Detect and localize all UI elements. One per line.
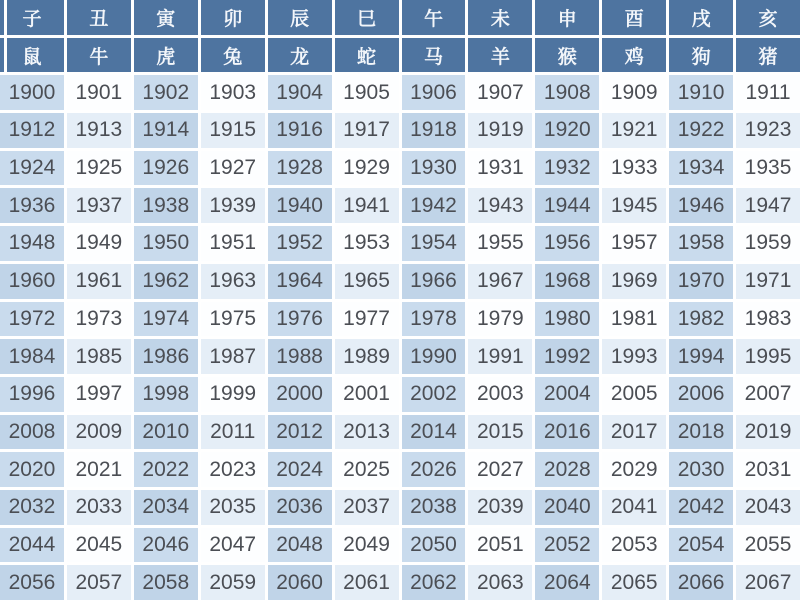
year-cell: 2026 [402, 452, 466, 487]
year-cell: 1955 [468, 226, 532, 261]
year-cell: 1982 [669, 302, 733, 337]
year-cell: 1923 [736, 113, 800, 148]
year-cell: 2004 [535, 377, 599, 412]
animal-header-cell: 猴 [535, 38, 599, 73]
year-cell: 2055 [736, 528, 800, 563]
year-cell: 1946 [669, 188, 733, 223]
year-cell: 1947 [736, 188, 800, 223]
year-cell: 1996 [0, 377, 64, 412]
year-cell: 2023 [201, 452, 265, 487]
year-cell: 2049 [335, 528, 399, 563]
year-cell: 2041 [602, 490, 666, 525]
year-cell: 1941 [335, 188, 399, 223]
animal-header-cell: 狗 [669, 38, 733, 73]
year-cell: 2051 [468, 528, 532, 563]
year-cell: 1943 [468, 188, 532, 223]
year-cell: 1965 [335, 264, 399, 299]
animal-header-cell: 羊 [468, 38, 532, 73]
year-cell: 1951 [201, 226, 265, 261]
year-cell: 1917 [335, 113, 399, 148]
year-cell: 2017 [602, 415, 666, 450]
branch-header-cell: 卯 [201, 0, 265, 35]
branch-header-cell: 戌 [669, 0, 733, 35]
year-cell: 1981 [602, 302, 666, 337]
animal-header-cell: 虎 [134, 38, 198, 73]
branch-header-cell: 酉 [602, 0, 666, 35]
year-cell: 1962 [134, 264, 198, 299]
year-cell: 1929 [335, 151, 399, 186]
year-cell: 1932 [535, 151, 599, 186]
year-cell: 1986 [134, 339, 198, 374]
year-cell: 2060 [268, 565, 332, 600]
year-cell: 2031 [736, 452, 800, 487]
year-cell: 1973 [67, 302, 131, 337]
year-cell: 1999 [201, 377, 265, 412]
year-cell: 1944 [535, 188, 599, 223]
year-cell: 1975 [201, 302, 265, 337]
year-cell: 2040 [535, 490, 599, 525]
year-cell: 1905 [335, 75, 399, 110]
year-cell: 1984 [0, 339, 64, 374]
year-cell: 2014 [402, 415, 466, 450]
year-cell: 1938 [134, 188, 198, 223]
year-cell: 1916 [268, 113, 332, 148]
year-cell: 1919 [468, 113, 532, 148]
year-cell: 2066 [669, 565, 733, 600]
year-cell: 2063 [468, 565, 532, 600]
year-cell: 1924 [0, 151, 64, 186]
year-cell: 1966 [402, 264, 466, 299]
year-cell: 1945 [602, 188, 666, 223]
branch-header-cell: 午 [402, 0, 466, 35]
year-cell: 2062 [402, 565, 466, 600]
year-cell: 1922 [669, 113, 733, 148]
year-cell: 2036 [268, 490, 332, 525]
year-cell: 1950 [134, 226, 198, 261]
branch-header-cell: 巳 [335, 0, 399, 35]
year-cell: 2027 [468, 452, 532, 487]
year-cell: 1925 [67, 151, 131, 186]
year-cell: 1980 [535, 302, 599, 337]
year-cell: 2030 [669, 452, 733, 487]
animal-header-cell: 马 [402, 38, 466, 73]
year-cell: 1979 [468, 302, 532, 337]
year-cell: 2005 [602, 377, 666, 412]
year-cell: 1954 [402, 226, 466, 261]
year-cell: 1961 [67, 264, 131, 299]
year-cell: 1952 [268, 226, 332, 261]
year-cell: 1933 [602, 151, 666, 186]
year-cell: 1978 [402, 302, 466, 337]
year-cell: 2053 [602, 528, 666, 563]
year-cell: 1949 [67, 226, 131, 261]
year-cell: 2059 [201, 565, 265, 600]
year-cell: 2013 [335, 415, 399, 450]
year-cell: 1976 [268, 302, 332, 337]
year-cell: 2058 [134, 565, 198, 600]
year-cell: 2047 [201, 528, 265, 563]
year-cell: 2024 [268, 452, 332, 487]
year-cell: 2012 [268, 415, 332, 450]
year-cell: 1957 [602, 226, 666, 261]
animal-header-cell: 牛 [67, 38, 131, 73]
animal-header-cell: 鼠 [0, 38, 64, 73]
year-cell: 1928 [268, 151, 332, 186]
year-cell: 1913 [67, 113, 131, 148]
year-cell: 1958 [669, 226, 733, 261]
year-cell: 1936 [0, 188, 64, 223]
year-cell: 2015 [468, 415, 532, 450]
year-cell: 1969 [602, 264, 666, 299]
year-cell: 2002 [402, 377, 466, 412]
year-cell: 1915 [201, 113, 265, 148]
branch-header-cell: 寅 [134, 0, 198, 35]
year-cell: 1963 [201, 264, 265, 299]
year-cell: 2035 [201, 490, 265, 525]
year-cell: 1903 [201, 75, 265, 110]
year-cell: 1967 [468, 264, 532, 299]
year-cell: 1995 [736, 339, 800, 374]
animal-header-cell: 兔 [201, 38, 265, 73]
animal-header-cell: 猪 [736, 38, 800, 73]
year-cell: 1937 [67, 188, 131, 223]
year-cell: 1953 [335, 226, 399, 261]
year-cell: 1942 [402, 188, 466, 223]
year-cell: 2025 [335, 452, 399, 487]
year-cell: 1960 [0, 264, 64, 299]
year-cell: 2010 [134, 415, 198, 450]
year-cell: 1911 [736, 75, 800, 110]
year-cell: 1983 [736, 302, 800, 337]
year-cell: 2048 [268, 528, 332, 563]
year-cell: 2019 [736, 415, 800, 450]
year-cell: 2001 [335, 377, 399, 412]
year-cell: 2050 [402, 528, 466, 563]
year-cell: 2018 [669, 415, 733, 450]
year-cell: 1989 [335, 339, 399, 374]
year-cell: 1972 [0, 302, 64, 337]
year-cell: 1918 [402, 113, 466, 148]
year-cell: 1927 [201, 151, 265, 186]
branch-header-cell: 丑 [67, 0, 131, 35]
year-cell: 2037 [335, 490, 399, 525]
year-cell: 1909 [602, 75, 666, 110]
year-cell: 1940 [268, 188, 332, 223]
year-cell: 1939 [201, 188, 265, 223]
year-cell: 1959 [736, 226, 800, 261]
year-cell: 1906 [402, 75, 466, 110]
animal-header-cell: 龙 [268, 38, 332, 73]
animal-header-cell: 蛇 [335, 38, 399, 73]
year-cell: 2038 [402, 490, 466, 525]
year-cell: 1956 [535, 226, 599, 261]
year-cell: 2011 [201, 415, 265, 450]
year-cell: 1997 [67, 377, 131, 412]
year-cell: 1934 [669, 151, 733, 186]
year-cell: 1992 [535, 339, 599, 374]
year-cell: 2003 [468, 377, 532, 412]
year-cell: 1902 [134, 75, 198, 110]
year-cell: 2057 [67, 565, 131, 600]
year-cell: 2022 [134, 452, 198, 487]
year-cell: 2056 [0, 565, 64, 600]
year-cell: 2007 [736, 377, 800, 412]
year-cell: 1904 [268, 75, 332, 110]
year-cell: 1977 [335, 302, 399, 337]
year-cell: 1970 [669, 264, 733, 299]
year-cell: 2061 [335, 565, 399, 600]
year-cell: 2045 [67, 528, 131, 563]
year-cell: 2028 [535, 452, 599, 487]
branch-header-cell: 申 [535, 0, 599, 35]
year-cell: 2064 [535, 565, 599, 600]
year-cell: 2009 [67, 415, 131, 450]
branch-header-cell: 亥 [736, 0, 800, 35]
year-cell: 2006 [669, 377, 733, 412]
year-cell: 2065 [602, 565, 666, 600]
year-cell: 1948 [0, 226, 64, 261]
year-cell: 2032 [0, 490, 64, 525]
branch-header-cell: 未 [468, 0, 532, 35]
year-cell: 1926 [134, 151, 198, 186]
year-cell: 2052 [535, 528, 599, 563]
year-cell: 2042 [669, 490, 733, 525]
branch-header-cell: 辰 [268, 0, 332, 35]
year-cell: 2016 [535, 415, 599, 450]
year-cell: 1998 [134, 377, 198, 412]
year-cell: 1920 [535, 113, 599, 148]
year-cell: 1964 [268, 264, 332, 299]
year-cell: 2067 [736, 565, 800, 600]
year-cell: 1914 [134, 113, 198, 148]
year-cell: 1901 [67, 75, 131, 110]
year-cell: 2046 [134, 528, 198, 563]
year-cell: 1908 [535, 75, 599, 110]
animal-header-cell: 鸡 [602, 38, 666, 73]
year-cell: 2021 [67, 452, 131, 487]
year-cell: 1985 [67, 339, 131, 374]
year-cell: 2008 [0, 415, 64, 450]
year-cell: 1930 [402, 151, 466, 186]
year-cell: 2044 [0, 528, 64, 563]
year-cell: 2000 [268, 377, 332, 412]
year-cell: 1910 [669, 75, 733, 110]
year-cell: 1921 [602, 113, 666, 148]
branch-header-cell: 子 [0, 0, 64, 35]
year-cell: 1912 [0, 113, 64, 148]
year-cell: 1968 [535, 264, 599, 299]
year-cell: 1971 [736, 264, 800, 299]
year-cell: 1988 [268, 339, 332, 374]
year-cell: 1993 [602, 339, 666, 374]
year-cell: 1907 [468, 75, 532, 110]
year-cell: 2029 [602, 452, 666, 487]
year-cell: 2043 [736, 490, 800, 525]
year-cell: 1931 [468, 151, 532, 186]
year-cell: 1994 [669, 339, 733, 374]
year-cell: 1990 [402, 339, 466, 374]
year-cell: 1935 [736, 151, 800, 186]
year-cell: 1991 [468, 339, 532, 374]
year-cell: 2033 [67, 490, 131, 525]
year-cell: 2039 [468, 490, 532, 525]
year-cell: 1987 [201, 339, 265, 374]
year-cell: 2020 [0, 452, 64, 487]
year-cell: 1974 [134, 302, 198, 337]
year-cell: 2034 [134, 490, 198, 525]
year-cell: 2054 [669, 528, 733, 563]
year-cell: 1900 [0, 75, 64, 110]
